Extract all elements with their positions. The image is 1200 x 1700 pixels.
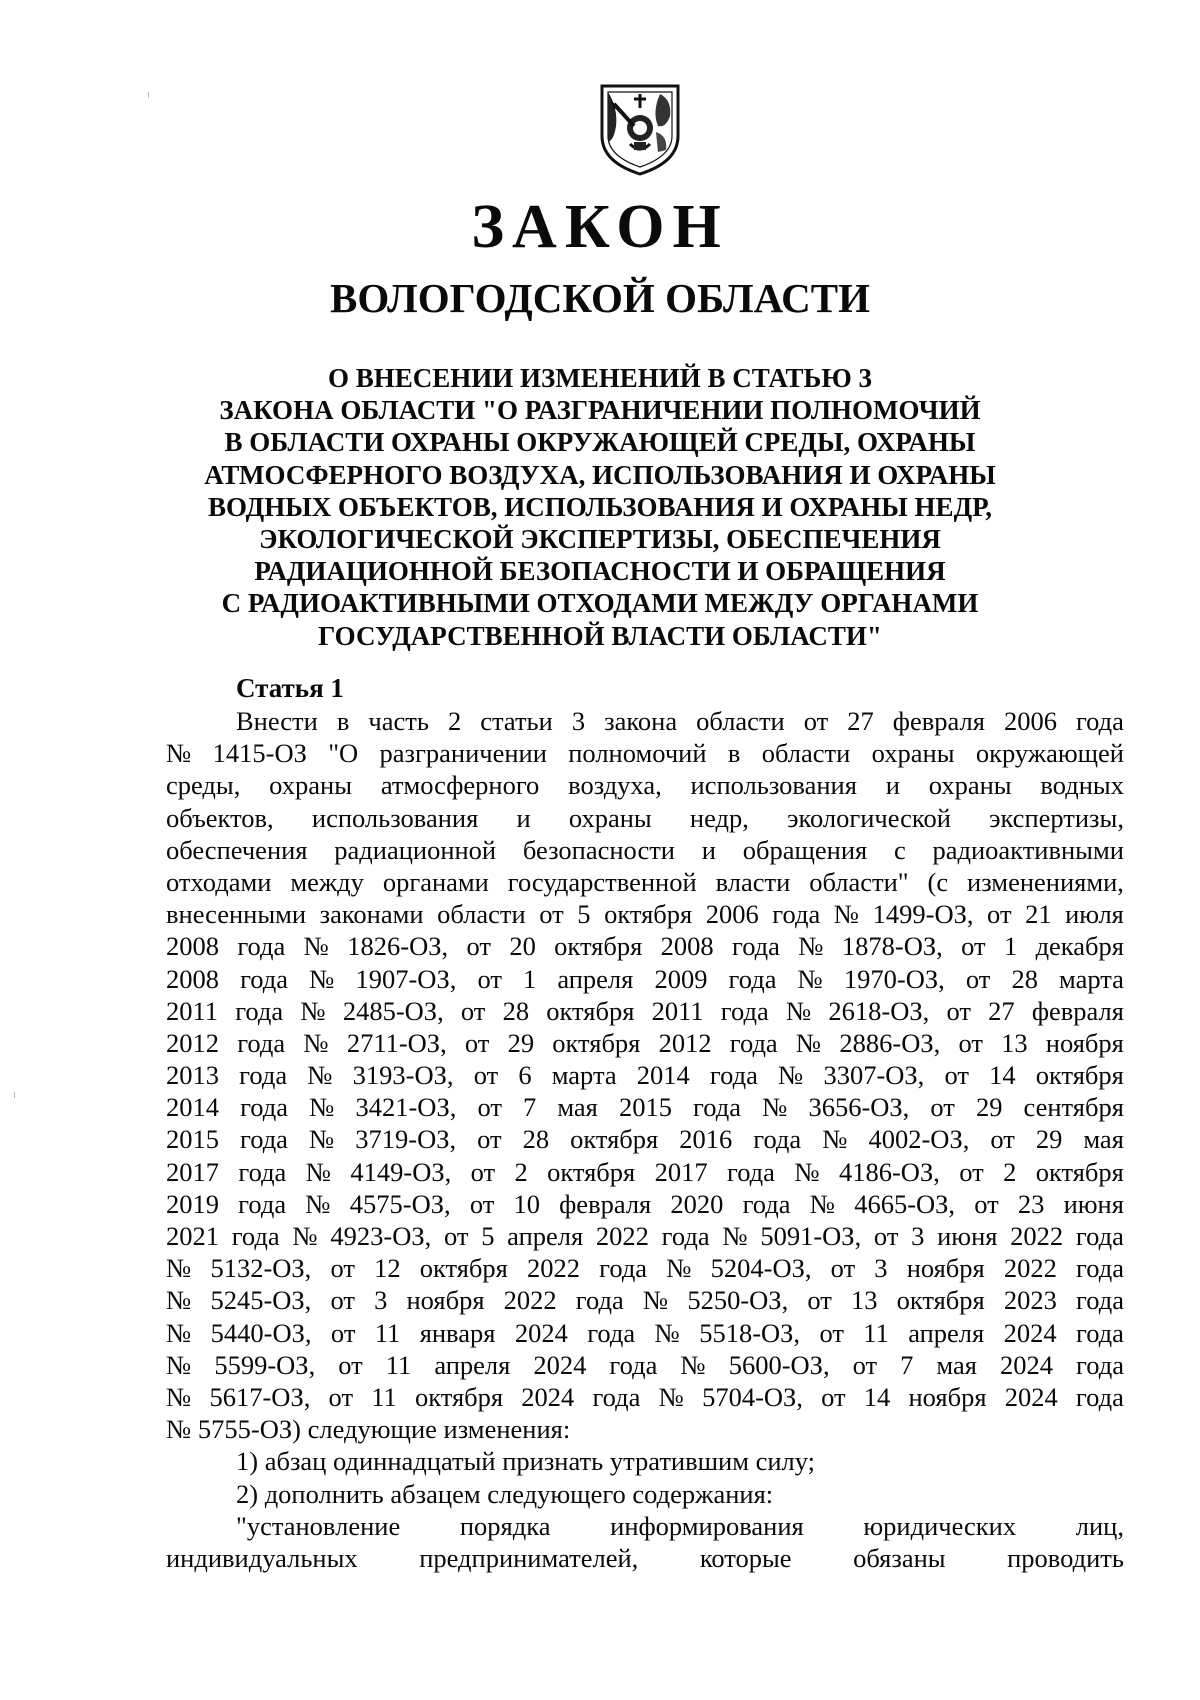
body-line: Внести в часть 2 статьи 3 закона области от 27 февраля 2006 года <box>236 706 1124 736</box>
quoted-line: индивидуальных предпринимателей, которые обязаны проводить <box>166 1542 1124 1573</box>
body-line: отходами между органами государственной власти области" (с изменениями, <box>166 866 1124 897</box>
article-heading: Статья 1 <box>236 673 344 703</box>
law-subject <box>150 362 1050 652</box>
body-line: № 5245-ОЗ, от 3 ноября 2022 года № 5250-ОЗ, от 13 октября 2023 года <box>166 1285 1124 1316</box>
region-title: ВОЛОГОДСКОЙ ОБЛАСТИ <box>329 275 871 321</box>
body-line: 2008 года № 1826-ОЗ, от 20 октября 2008 года № 1878-ОЗ, от 1 декабря <box>166 931 1124 962</box>
body-line: 2021 года № 4923-ОЗ, от 5 апреля 2022 года № 5091-ОЗ, от 3 июня 2022 года <box>166 1221 1124 1251</box>
subject-line: ЭКОЛОГИЧЕСКОЙ ЭКСПЕРТИЗЫ, ОБЕСПЕЧЕНИЯ <box>259 524 941 555</box>
subject-line: АТМОСФЕРНОГО ВОЗДУХА, ИСПОЛЬЗОВАНИЯ И ОХРАНЫ <box>204 459 996 490</box>
body-line: № 5440-ОЗ, от 11 января 2024 года № 5518-ОЗ, от 11 апреля 2024 года <box>166 1317 1124 1348</box>
subject-line: В ОБЛАСТИ ОХРАНЫ ОКРУЖАЮЩЕЙ СРЕДЫ, ОХРАНЫ <box>224 427 976 458</box>
body-line: № 5755-ОЗ) следующие изменения: <box>166 1414 571 1445</box>
coat-of-arms-icon <box>594 82 686 178</box>
body-line: № 1415-ОЗ "О разграничении полномочий в области охраны окружающей <box>166 738 1124 769</box>
body-line: 2012 года № 2711-ОЗ, от 29 октября 2012 года № 2886-ОЗ, от 13 ноября <box>166 1027 1124 1058</box>
article-body <box>166 705 1124 1574</box>
body-line: среды, охраны атмосферного воздуха, использования и охраны водных <box>166 770 1124 801</box>
scan-margin-mark <box>148 92 149 98</box>
body-line: № 5132-ОЗ, от 12 октября 2022 года № 5204-ОЗ, от 3 ноября 2022 года <box>166 1253 1124 1284</box>
body-line: 2014 года № 3421-ОЗ, от 7 мая 2015 года № 3656-ОЗ, от 29 сентября <box>166 1092 1124 1123</box>
body-line: 2008 года № 1907-ОЗ, от 1 апреля 2009 года № 1970-ОЗ, от 28 марта <box>166 963 1124 994</box>
subject-line: ГОСУДАРСТВЕННОЙ ВЛАСТИ ОБЛАСТИ" <box>318 620 882 651</box>
body-line: 2013 года № 3193-ОЗ, от 6 марта 2014 года № 3307-ОЗ, от 14 октября <box>166 1060 1124 1091</box>
subject-line: ВОДНЫХ ОБЪЕКТОВ, ИСПОЛЬЗОВАНИЯ И ОХРАНЫ НЕДР, <box>207 491 993 522</box>
law-title: ЗАКОН <box>471 193 729 261</box>
body-line: обеспечения радиационной безопасности и обращения с радиоактивными <box>166 834 1124 865</box>
body-line: объектов, использования и охраны недр, экологической экспертизы, <box>166 802 1124 833</box>
list-item: 1) абзац одиннадцатый признать утратившим силу; <box>236 1446 816 1477</box>
subject-line: РАДИАЦИОННОЙ БЕЗОПАСНОСТИ И ОБРАЩЕНИЯ <box>254 556 946 587</box>
subject-line: С РАДИОАКТИВНЫМИ ОТХОДАМИ МЕЖДУ ОРГАНАМИ <box>221 588 979 619</box>
body-line: 2019 года № 4575-ОЗ, от 10 февраля 2020 года № 4665-ОЗ, от 23 июня <box>166 1188 1124 1219</box>
subject-line: ЗАКОНА ОБЛАСТИ "О РАЗГРАНИЧЕНИИ ПОЛНОМОЧИЙ <box>219 395 981 426</box>
body-line: 2011 года № 2485-ОЗ, от 28 октября 2011 года № 2618-ОЗ, от 27 февраля <box>166 995 1124 1026</box>
body-line: № 5599-ОЗ, от 11 апреля 2024 года № 5600-ОЗ, от 7 мая 2024 года <box>166 1349 1124 1380</box>
body-line: 2015 года № 3719-ОЗ, от 28 октября 2016 года № 4002-ОЗ, от 29 мая <box>166 1124 1124 1155</box>
list-item: 2) дополнить абзацем следующего содержания: <box>236 1478 774 1509</box>
scan-margin-mark <box>14 1092 15 1098</box>
body-line: № 5617-ОЗ, от 11 октября 2024 года № 5704-ОЗ, от 14 ноября 2024 года <box>166 1381 1124 1412</box>
body-line: внесенными законами области от 5 октября 2006 года № 1499-ОЗ, от 21 июля <box>166 899 1124 930</box>
body-line: 2017 года № 4149-ОЗ, от 2 октября 2017 года № 4186-ОЗ, от 2 октября <box>166 1156 1124 1187</box>
quoted-line: "установление порядка информирования юридических лиц, <box>236 1510 1124 1541</box>
subject-line: О ВНЕСЕНИИ ИЗМЕНЕНИЙ В СТАТЬЮ 3 <box>327 363 873 393</box>
